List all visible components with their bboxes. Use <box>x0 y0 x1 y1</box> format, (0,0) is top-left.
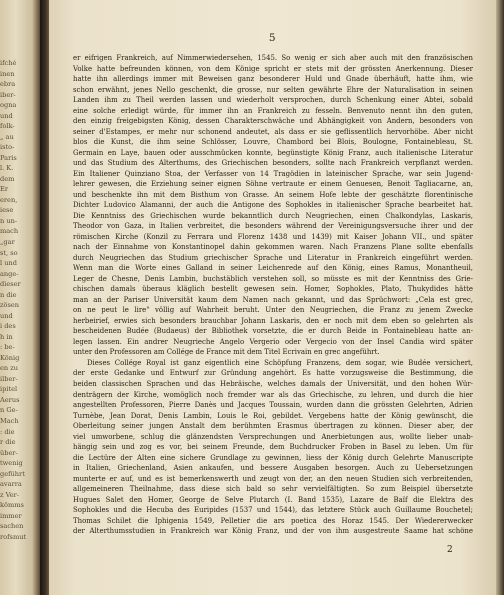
left-page-fragment: ifché <box>0 59 17 67</box>
text-line: durch Neugriechen das Studium griechischer Sprache und Literatur in Frankreich eingeführt werden. <box>73 253 473 262</box>
book-page <box>49 0 496 595</box>
text-line: Leger de Chesne, Denis Lambin, buchstäblich verstehen soll, so müsste es mit der Kenntniss des Grie- <box>73 274 473 283</box>
text-line: und beschenkte ihn mit dem Bisthum von Grasse. An seinem Hofe lebte der geschätzte florentinische <box>73 190 473 199</box>
left-page-fragment: iber- <box>0 90 16 99</box>
text-line: lehrer gewesen, die Erziehung seiner eignen Söhne vertraute er einem Genuesen, Benoit Tagliacarne, an, <box>73 180 473 189</box>
left-page-fragment: h in <box>0 332 13 341</box>
text-line: bescheidenen Budée (Budaeus) der Bibliothek vorsetzte, die er durch Beide in Fontainebleau hatte an- <box>73 327 473 336</box>
text-line: Wenn man die Worte eines Galland in seiner Leichenrede auf den König, eines Ramus, Monantheuil, <box>73 264 473 273</box>
left-page-fragment: l und <box>0 259 17 268</box>
text-line: eine solche erledigt würde, für immer ihn an Frankreich zu fesseln. Benvenuto nennt ihn den guten, <box>73 106 473 115</box>
text-line: Die Kenntniss des Griechischen wurde bekanntlich durch Neugriechen, einen Chalkondylas, Laskaris, <box>73 211 473 220</box>
text-line: on ne peut le lire" völlig auf Wahrheit beruht. Unter den Neugriechen, die Franz zu jenem Zwecke <box>73 306 473 315</box>
left-page-fragment: ogna <box>0 101 17 110</box>
text-line: römischen Kirche (Konzil zu Ferrara und Florenz 1438 und 1439) mit Kaiser Johann VII., und später <box>73 232 473 241</box>
left-page-fragment: l. K. <box>0 164 14 173</box>
printer-signature-mark: 2 <box>447 545 453 555</box>
text-line: unter den Professoren am Collége de France mit dem Titel Ecrivain en grec angeführt. <box>73 348 380 357</box>
text-line: der erste Gedanke und Entwurf zur Gründung angehört. Es hatte vorzugsweise die Bestimmung, die <box>73 369 473 378</box>
left-page-fragment: dieser <box>0 280 21 289</box>
text-line: Sophokles und die Hecuba des Euripides (1537 und 1544), das letztere Stück auch Guillaume Bouchetel; <box>73 506 473 515</box>
left-page-fragment: inen <box>0 69 15 78</box>
text-line: Turnèbe, Jean Dorat, Denis Lambin, Louis le Roi, gebildet. Vergebens hatte der König gewünscht, die <box>73 411 473 420</box>
text-line: Dieses Collége Royal ist ganz eigentlich eine Schöpfung Franzens, dem sogar, wie Budée versichert, <box>87 358 473 367</box>
text-line: Landen ihm zu Theil werden lassen und wiederholt versprochen, durch Schenkung einer Abtei, sobald <box>73 96 473 105</box>
left-page-fragment: „gar <box>0 238 15 246</box>
left-page-fragment: ange- <box>0 269 19 278</box>
text-line: Oberleitung seiner jungen Anstalt dem berühmten Erasmus übertragen zu können. Dieser aber, der <box>73 422 473 431</box>
left-page-fragment: geführt <box>0 469 25 478</box>
left-page-fragment: avarra <box>0 480 22 489</box>
left-page-fragment: twenig <box>0 459 23 468</box>
left-page-fragment: : be- <box>0 343 15 352</box>
left-page-fragment: folk- <box>0 122 15 131</box>
book-gutter <box>40 0 49 595</box>
left-page-fragment: n die <box>0 290 17 299</box>
text-line: Theodor von Gaza, in Italien verbreitet, die besonders während der Vereinigungsversuche ihrer und der <box>73 222 473 231</box>
text-line: angestellten Professoren, Pierre Danès und Jacques Toussain, wurden dann die grössten Gelehrten, Adrien <box>73 401 473 410</box>
left-page-fragment: i des <box>0 322 16 331</box>
left-page-fragment: n Ge- <box>0 406 18 415</box>
text-line: man an der Pariser Universität kaum dem Namen nach gekannt, und das Sprüchwort: „Cela est grec, <box>73 295 473 304</box>
left-page-fragment: iese <box>0 206 14 215</box>
body-text <box>73 53 473 537</box>
left-page-fragment: König <box>0 353 20 362</box>
left-page-fragment: z Ver- <box>0 490 20 499</box>
text-line: Volke hatte befreunden können, von dem Könige spricht er stets mit der grössten Anerkennung. Dieser <box>73 64 473 73</box>
text-line: chischen damals überaus kläglich bestellt gewesen sein. Homer, Sophokles, Plato, Thukydides hätte <box>73 285 473 294</box>
left-page-fragment: n un- <box>0 216 18 225</box>
left-page-fragment: Er <box>0 185 8 194</box>
left-page-fragment: Paris <box>0 153 17 162</box>
text-line: nach der Einnahme von Konstantinopel dahin gekommen waren. Nach Franzens Plane sollte ebenfalls <box>73 243 473 252</box>
left-page-edge <box>0 0 40 595</box>
left-page-fragment: sachen <box>0 522 24 531</box>
left-page-fragment: st, so <box>0 248 18 257</box>
left-page-fragment: dem <box>0 174 15 183</box>
page-number: 5 <box>268 32 277 44</box>
left-page-fragment: en zu <box>0 364 18 373</box>
text-line: Thomas Schilet die Iphigenia 1549, Pelletier die ars poetica des Horaz 1545. Der Wiedererwecker <box>73 516 473 525</box>
text-line: legen lassen. Ein andrer Neugrieche Angelo Vergerio oder Vergecio von der Insel Candia wird später <box>73 337 473 346</box>
left-page-fragment: Aerus <box>0 395 20 404</box>
text-line: den einzig freigebigsten König, dessen Charakterschwäche und Abhängigkeit von Andern, besonders von <box>73 117 473 126</box>
text-line: beiden classischen Sprachen und das Hebräische, welches damals der Universität, und den hohen Wür- <box>73 379 473 388</box>
text-line: seiner d'Estampes, er mehr nur schonend andeutet, als dass er sie geflissentlich hervorhöbe. Aber nicht <box>73 127 473 136</box>
text-line: und das Studium des Alterthums, des Griechischen besonders, sollte nach Frankreich verpflanzt werden. <box>73 159 473 168</box>
text-line: Ein Italiener Quinziano Stoa, der Verfasser von 14 Tragödien in lateinischer Sprache, war sein Jugend- <box>73 169 473 178</box>
text-line: blos die Kunst, die ihm seine Schlösser, Louvre, Chambord bei Blois, Boulogne, Fontainebleau, St. <box>73 138 473 147</box>
left-page-fragment: immer <box>0 511 22 520</box>
left-page-fragment: Mach <box>0 417 19 426</box>
left-page-fragment: und <box>0 311 13 320</box>
left-page-fragment: kömms <box>0 501 24 510</box>
text-line: allgemeineren Theilnahme, dass diese sich bald so sehr vervielfältigten. So zum Beispiel übersetzte <box>73 485 473 494</box>
left-page-fragment: zösen <box>0 301 19 310</box>
text-line: hängig sein und zog es vor, bei seinem Freunde, dem Buchdrucker Froben in Basel zu leben. Um für <box>73 443 473 452</box>
text-line: herbeirief, erwies sich besonders brauchbar Johann Laskaris, den er noch mit dem eben so gelehrten als <box>73 316 473 325</box>
left-page-fragment: über- <box>0 448 18 457</box>
text-line: er eifrigen Frankreich, auf Nimmerwiedersehen, 1545. So wenig er sich aber auch mit den französischen <box>73 54 473 62</box>
left-page-fragment: isto- <box>0 143 15 152</box>
left-page-fragment: und <box>0 111 13 120</box>
left-page-fragment: ipitel <box>0 385 18 394</box>
left-page-fragment: r die <box>0 438 16 447</box>
text-line: in Italien, Griechenland, Asien ankaufen, und bessere Ausgaben besorgen. Auch zu Uebersetzungen <box>73 464 473 473</box>
text-line: hatte ihn allerdings immer mit Beweisen ganz besonderer Huld und Gnade überhäuft, hatte ihm, wie <box>73 75 473 84</box>
left-page-fragment: : die <box>0 427 15 436</box>
right-page-edge <box>496 0 504 595</box>
text-line: Hugues Salet den Homer, George de Selve Plutarch (I. Band 1535), Lazare de Baïf die Elektra des <box>73 495 473 504</box>
left-page-fragment: ilber- <box>0 374 18 383</box>
text-line: Germain en Laye, bauen oder ausschmücken konnte, begünstigte König Franz, auch italienische Literatur <box>73 148 473 157</box>
left-page-fragment: „ au <box>0 132 14 141</box>
left-page-fragment: rofsmut <box>0 532 27 541</box>
left-page-fragment: mach <box>0 227 19 236</box>
left-page-fragment: eren, <box>0 195 18 204</box>
left-page-fragment: ebra <box>0 80 16 89</box>
text-line: munterte er auf, und es ist bemerkenswerth und zeugt von der, an den neuen Studien sich verbreitenden, <box>73 474 473 483</box>
text-line: Dichter Ludovico Alamanni, der auch die Antigone des Sophokles in italienischer Sprache bearbeitet hat. <box>73 201 473 210</box>
text-line: die Lectüre der Alten eine sichere Grundlage zu gewinnen, liess der König durch Gelehrte Manuscripte <box>73 453 473 462</box>
text-line: viel umworbene, schlug die glänzendsten Versprechungen und Anerbietungen aus, wollte lieber unab- <box>73 432 473 441</box>
text-line: schon erwähnt, jenes Nello geschenkt, die grosse, nur selten gewährte Ehre der Naturalisation in seinen <box>73 85 473 94</box>
text-line: der Alterthumsstudien in Frankreich war König Franz, und der von ihm ausgestreute Saame hat schöne <box>73 527 473 536</box>
text-line: denträgern der Kirche, womöglich noch fremder war als das Griechische, zu lehren, und durch die hier <box>73 390 473 399</box>
